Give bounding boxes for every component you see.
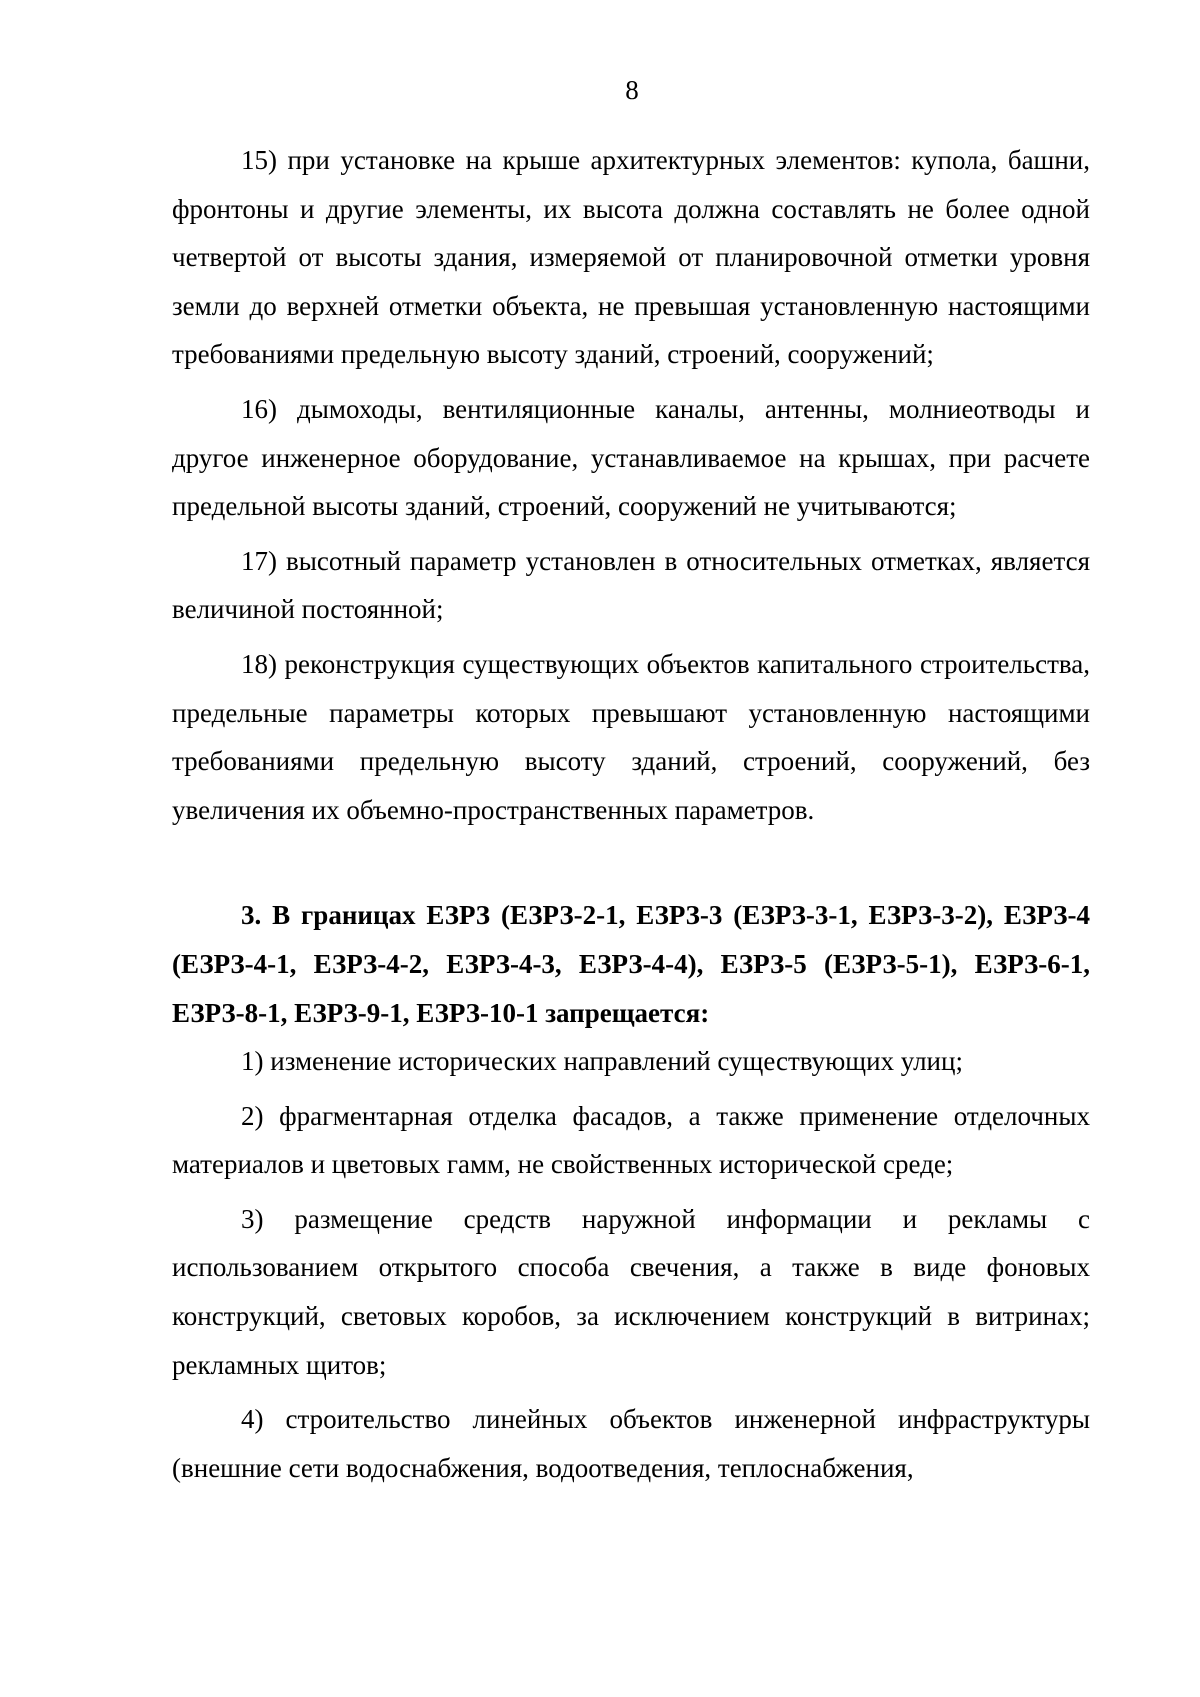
paragraph-item-2: 2) фрагментарная отделка фасадов, а также применение отделочных материалов и цветовых гамм, не свойственных исторической среде; bbox=[172, 1100, 1090, 1180]
paragraph-item-4: 4) строительство линейных объектов инженерной инфраструктуры (внешние сети водоснабжения, водоотведения, теплоснабжения, bbox=[172, 1404, 1090, 1483]
section-heading: 3. В границах ЕЗРЗ (ЕЗРЗ-2-1, ЕЗРЗ-3 (ЕЗРЗ-3-1, ЕЗРЗ-3-2), ЕЗРЗ-4 (ЕЗРЗ-4-1, ЕЗРЗ-4-2, ЕЗРЗ-4-3, ЕЗРЗ-4-4), ЕЗРЗ-5 (ЕЗРЗ-5-1), ЕЗРЗ-6-1, ЕЗРЗ-8-1, ЕЗРЗ-9-1, ЕЗРЗ-10-1 запрещается: bbox=[172, 900, 1090, 1028]
paragraph-item-1: 1) изменение исторических направлений существующих улиц; bbox=[241, 1046, 963, 1077]
paragraph-item-17: 17) высотный параметр установлен в относительных отметках, является величиной постоянной; bbox=[172, 545, 1090, 625]
paragraph-item-3: 3) размещение средств наружной информации и рекламы с использованием открытого способа свечения, а также в виде фоновых конструкций, световых коробов, за исключением конструкций в витринах; рекламных щитов; bbox=[172, 1203, 1090, 1380]
paragraph-item-16: 16) дымоходы, вентиляционные каналы, антенны, молниеотводы и другое инженерное оборудование, устанавливаемое на крышах, при расчете предельной высоты зданий, строений, сооружений не учитываются; bbox=[172, 393, 1090, 522]
paragraph-item-18: 18) реконструкция существующих объектов капитального строительства, предельные параметры которых превышают установленную настоящими требованиями предельную высоту зданий, строений, сооружений, без увеличения их объемно-пространственных параметров. bbox=[172, 648, 1090, 825]
paragraph-item-15: 15) при установке на крыше архитектурных элементов: купола, башни, фронтоны и другие элементы, их высота должна составлять не более одной четвертой от высоты здания, измеряемой от планировочной отметки уровня земли до верхней отметки объекта, не превышая установленную настоящими требованиями предельную высоту зданий, строений, сооружений; bbox=[172, 145, 1090, 370]
page-number: 8 bbox=[625, 75, 639, 105]
section-spacer bbox=[172, 834, 1090, 891]
